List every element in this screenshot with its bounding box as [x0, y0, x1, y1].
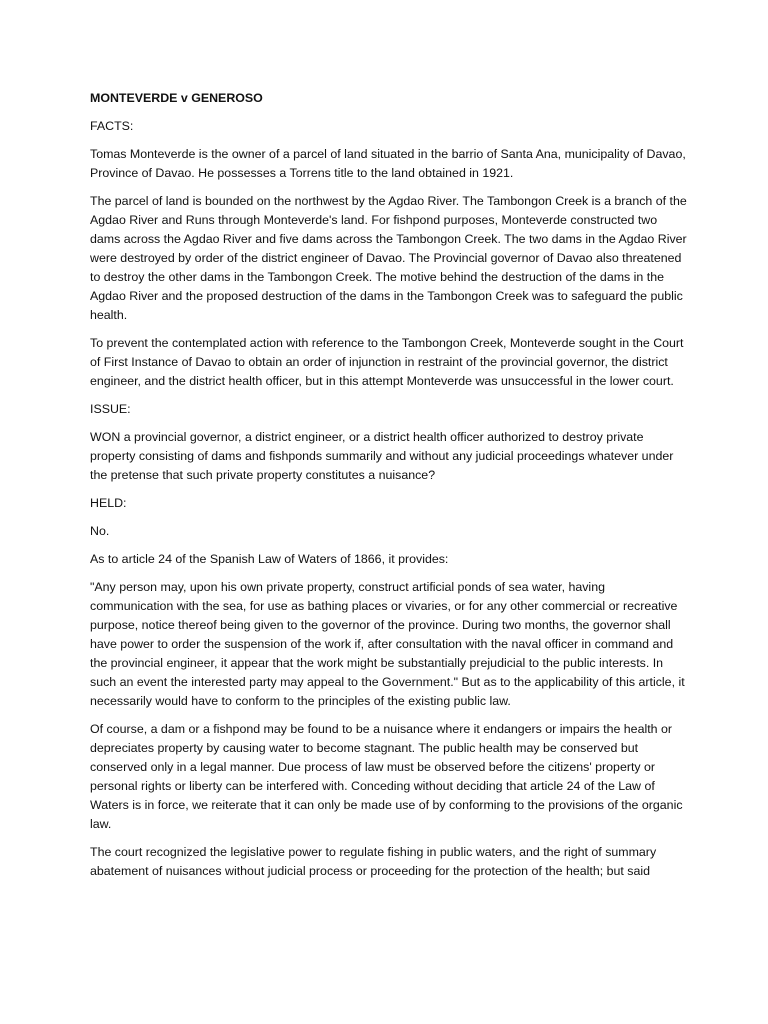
held-paragraph-1: As to article 24 of the Spanish Law of Waters of 1866, it provides: — [90, 552, 449, 566]
issue-heading: ISSUE: — [90, 402, 131, 416]
held-heading: HELD: — [90, 496, 127, 510]
document-page — [90, 89, 688, 890]
facts-paragraph-2: The parcel of land is bounded on the northwest by the Agdao River. The Tambongon Creek is a branch of the Agdao River and Runs through Monteverde's land. For fishpond purposes, Monteverde constructed two dams across the Agdao River and five dams across the Tambongon Creek. The two dams in the Agdao River were destroyed by order of the district engineer of Davao. The Provincial governor of Davao also threatened to destroy the other dams in the Tambongon Creek. The motive behind the destruction of the dams in the Agdao River and the proposed destruction of the dams in the Tambongon Creek was to safeguard the public health. — [90, 194, 687, 322]
held-answer: No. — [90, 524, 110, 538]
issue-paragraph: WON a provincial governor, a district engineer, or a district health officer authorized to destroy private property consisting of dams and fishponds summarily and without any judicial proceedings whatever under the pretense that such private property constitutes a nuisance? — [90, 430, 674, 482]
held-paragraph-2: "Any person may, upon his own private property, construct artificial ponds of sea water, having communication with the sea, for use as bathing places or vivaries, or for any other commercial or recreative purpose, notice thereof being given to the governor of the province. During two months, the governor shall have power to order the suspension of the work if, after consultation with the naval officer in command and the provincial engineer, it appear that the work might be substantially prejudicial to the public interests. In such an event the interested party may appeal to the Government." But as to the applicability of this article, it necessarily would have to conform to the principles of the existing public law. — [90, 580, 685, 708]
held-paragraph-4: The court recognized the legislative power to regulate fishing in public waters, and the right of summary abatement of nuisances without judicial process or proceeding for the protection of the health; but said — [90, 845, 657, 878]
facts-heading: FACTS: — [90, 119, 134, 133]
document-title: MONTEVERDE v GENEROSO — [90, 91, 263, 105]
facts-paragraph-3: To prevent the contemplated action with reference to the Tambongon Creek, Monteverde sought in the Court of First Instance of Davao to obtain an order of injunction in restraint of the provincial governor, the district engineer, and the district health officer, but in this attempt Monteverde was unsuccessful in the lower court. — [90, 336, 684, 388]
facts-paragraph-1: Tomas Monteverde is the owner of a parcel of land situated in the barrio of Santa Ana, municipality of Davao, Province of Davao. He possesses a Torrens title to the land obtained in 1921. — [90, 147, 686, 180]
held-paragraph-3: Of course, a dam or a fishpond may be found to be a nuisance where it endangers or impairs the health or depreciates property by causing water to become stagnant. The public health may be conserved but conserved only in a legal manner. Due process of law must be observed before the citizens' property or personal rights or liberty can be interfered with. Conceding without deciding that article 24 of the Law of Waters is in force, we reiterate that it can only be made use of by conforming to the provisions of the organic law. — [90, 722, 683, 831]
